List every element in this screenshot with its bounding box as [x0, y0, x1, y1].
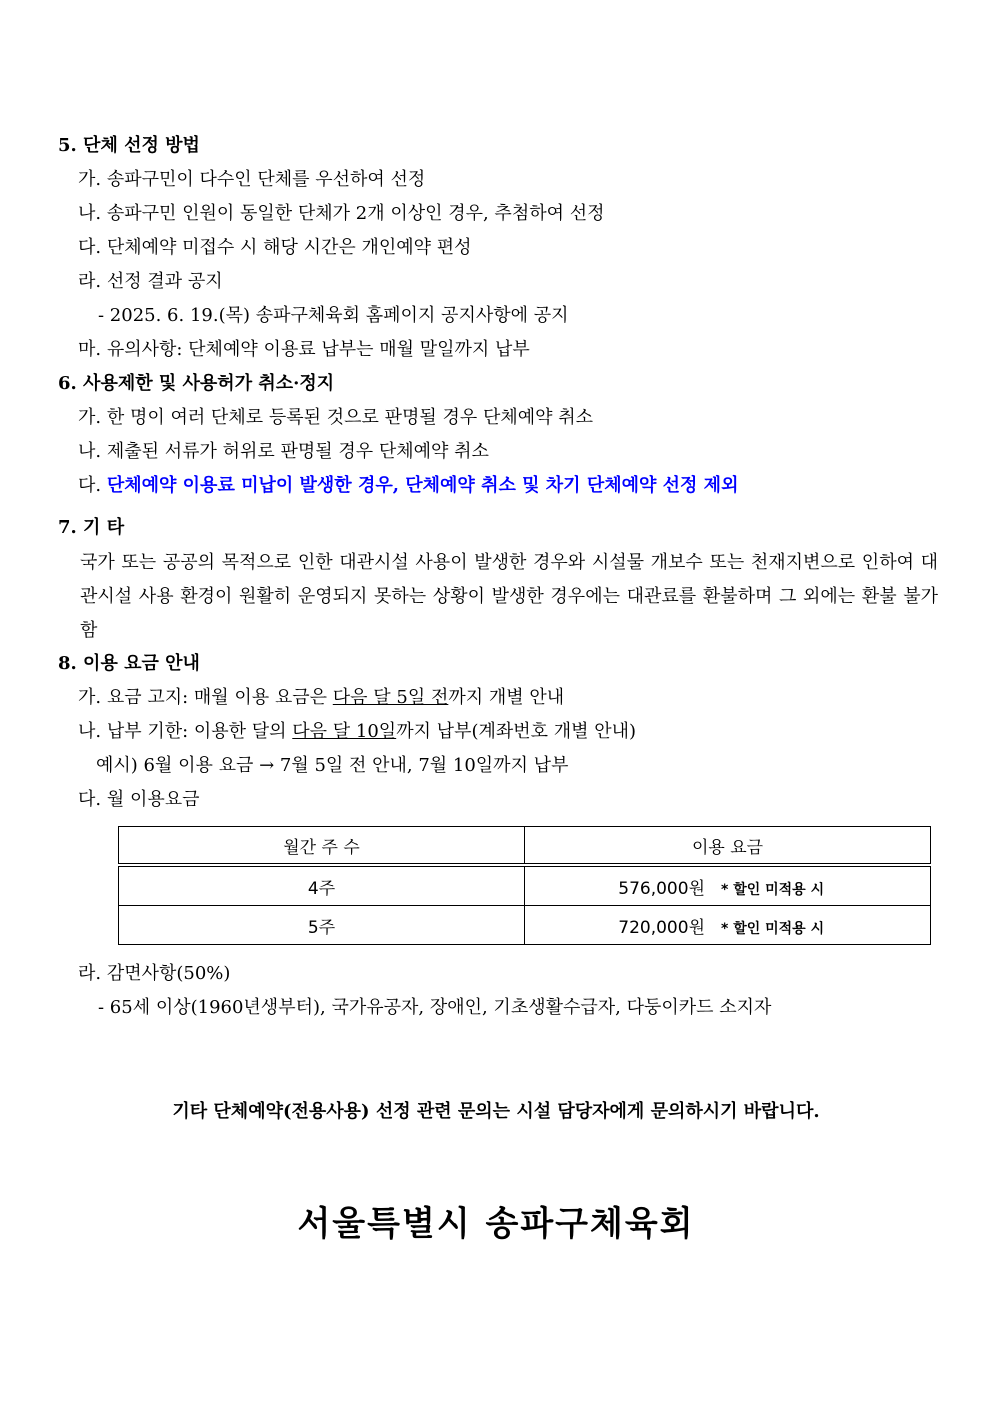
section-8-heading: 8. 이용 요금 안내: [58, 653, 200, 674]
section-5-heading: 5. 단체 선정 방법: [58, 135, 200, 156]
section-8-example: 예시) 6월 이용 요금 → 7월 5일 전 안내, 7월 10일까지 납부: [96, 755, 569, 776]
fee-table-fee-cell: [525, 865, 931, 906]
section-7-paragraph: 국가 또는 공공의 목적으로 인한 대관시설 사용이 발생한 경우와 시설물 개보수 또는 천재지변으로 인하여 대관시설 사용 환경이 원활히 운영되지 못하는 상황이 발생한 경우에는 대관료를 환불하며 그 외에는 환불 불가함: [80, 552, 938, 641]
fee-table-header-weeks: 월간 주 수: [119, 827, 525, 866]
section-5-item-e: 마. 유의사항: 단체예약 이용료 납부는 매월 말일까지 납부: [78, 339, 530, 360]
section-8-item-a-suffix: 까지 개별 안내: [448, 687, 565, 708]
section-6-item-c: [78, 474, 738, 498]
section-6-item-c-prefix: 다.: [78, 475, 107, 496]
section-8-item-d-detail: - 65세 이상(1960년생부터), 국가유공자, 장애인, 기초생활수급자, 다둥이카드 소지자: [98, 997, 772, 1018]
section-5-item-d: 라. 선정 결과 공지: [78, 271, 223, 292]
section-8-item-a-text: 가. 요금 고지: 매월 이용 요금은: [78, 687, 333, 708]
fee-table-header-row: [119, 827, 931, 866]
section-5-item-d-detail: - 2025. 6. 19.(목) 송파구체육회 홈페이지 공지사항에 공지: [98, 305, 569, 326]
section-5-item-a: 가. 송파구민이 다수인 단체를 우선하여 선정: [78, 169, 426, 190]
section-5-item-b: 나. 송파구민 인원이 동일한 단체가 2개 이상인 경우, 추첨하여 선정: [78, 203, 605, 224]
fee-amount: 576,000원: [618, 878, 705, 899]
section-6-item-c-highlight: 단체예약 이용료 미납이 발생한 경우, 단체예약 취소 및 차기 단체예약 선정 제외: [106, 475, 739, 496]
section-8-item-c: 다. 월 이용요금: [78, 789, 200, 810]
section-6-heading: 6. 사용제한 및 사용허가 취소·정지: [58, 373, 335, 394]
section-6-item-b: 나. 제출된 서류가 허위로 판명될 경우 단체예약 취소: [78, 441, 489, 462]
fee-table-fee-cell: [525, 906, 931, 945]
fee-table-header-fee: 이용 요금: [525, 827, 931, 866]
fee-table: [118, 826, 931, 945]
table-row: [119, 865, 931, 906]
closing-notice: 기타 단체예약(전용사용) 선정 관련 문의는 시설 담당자에게 문의하시기 바랍니다.: [172, 1101, 820, 1122]
section-7-heading: 7. 기 타: [58, 517, 125, 538]
fee-table-weeks-cell: 4주: [119, 865, 525, 906]
organization-name: 서울특별시 송파구체육회: [297, 1204, 695, 1244]
section-8-item-a-underlined: 다음 달 5일 전: [332, 687, 449, 708]
section-8-item-b: [78, 720, 636, 744]
table-row: [119, 906, 931, 945]
section-5-item-c: 다. 단체예약 미접수 시 해당 시간은 개인예약 편성: [78, 237, 472, 258]
section-8-item-a: [78, 686, 564, 710]
fee-amount: 720,000원: [618, 917, 705, 938]
fee-note: * 할인 미적용 시: [721, 920, 825, 937]
section-8-item-d: 라. 감면사항(50%): [78, 963, 231, 984]
section-8-item-b-suffix: 까지 납부(계좌번호 개별 안내): [396, 721, 637, 742]
section-6-item-a: 가. 한 명이 여러 단체로 등록된 것으로 판명될 경우 단체예약 취소: [78, 407, 594, 428]
fee-table-weeks-cell: 5주: [119, 906, 525, 945]
fee-note: * 할인 미적용 시: [721, 881, 825, 898]
section-8-item-b-underlined: 다음 달 10일: [292, 721, 397, 742]
section-8-item-b-text: 나. 납부 기한: 이용한 달의: [78, 721, 293, 742]
